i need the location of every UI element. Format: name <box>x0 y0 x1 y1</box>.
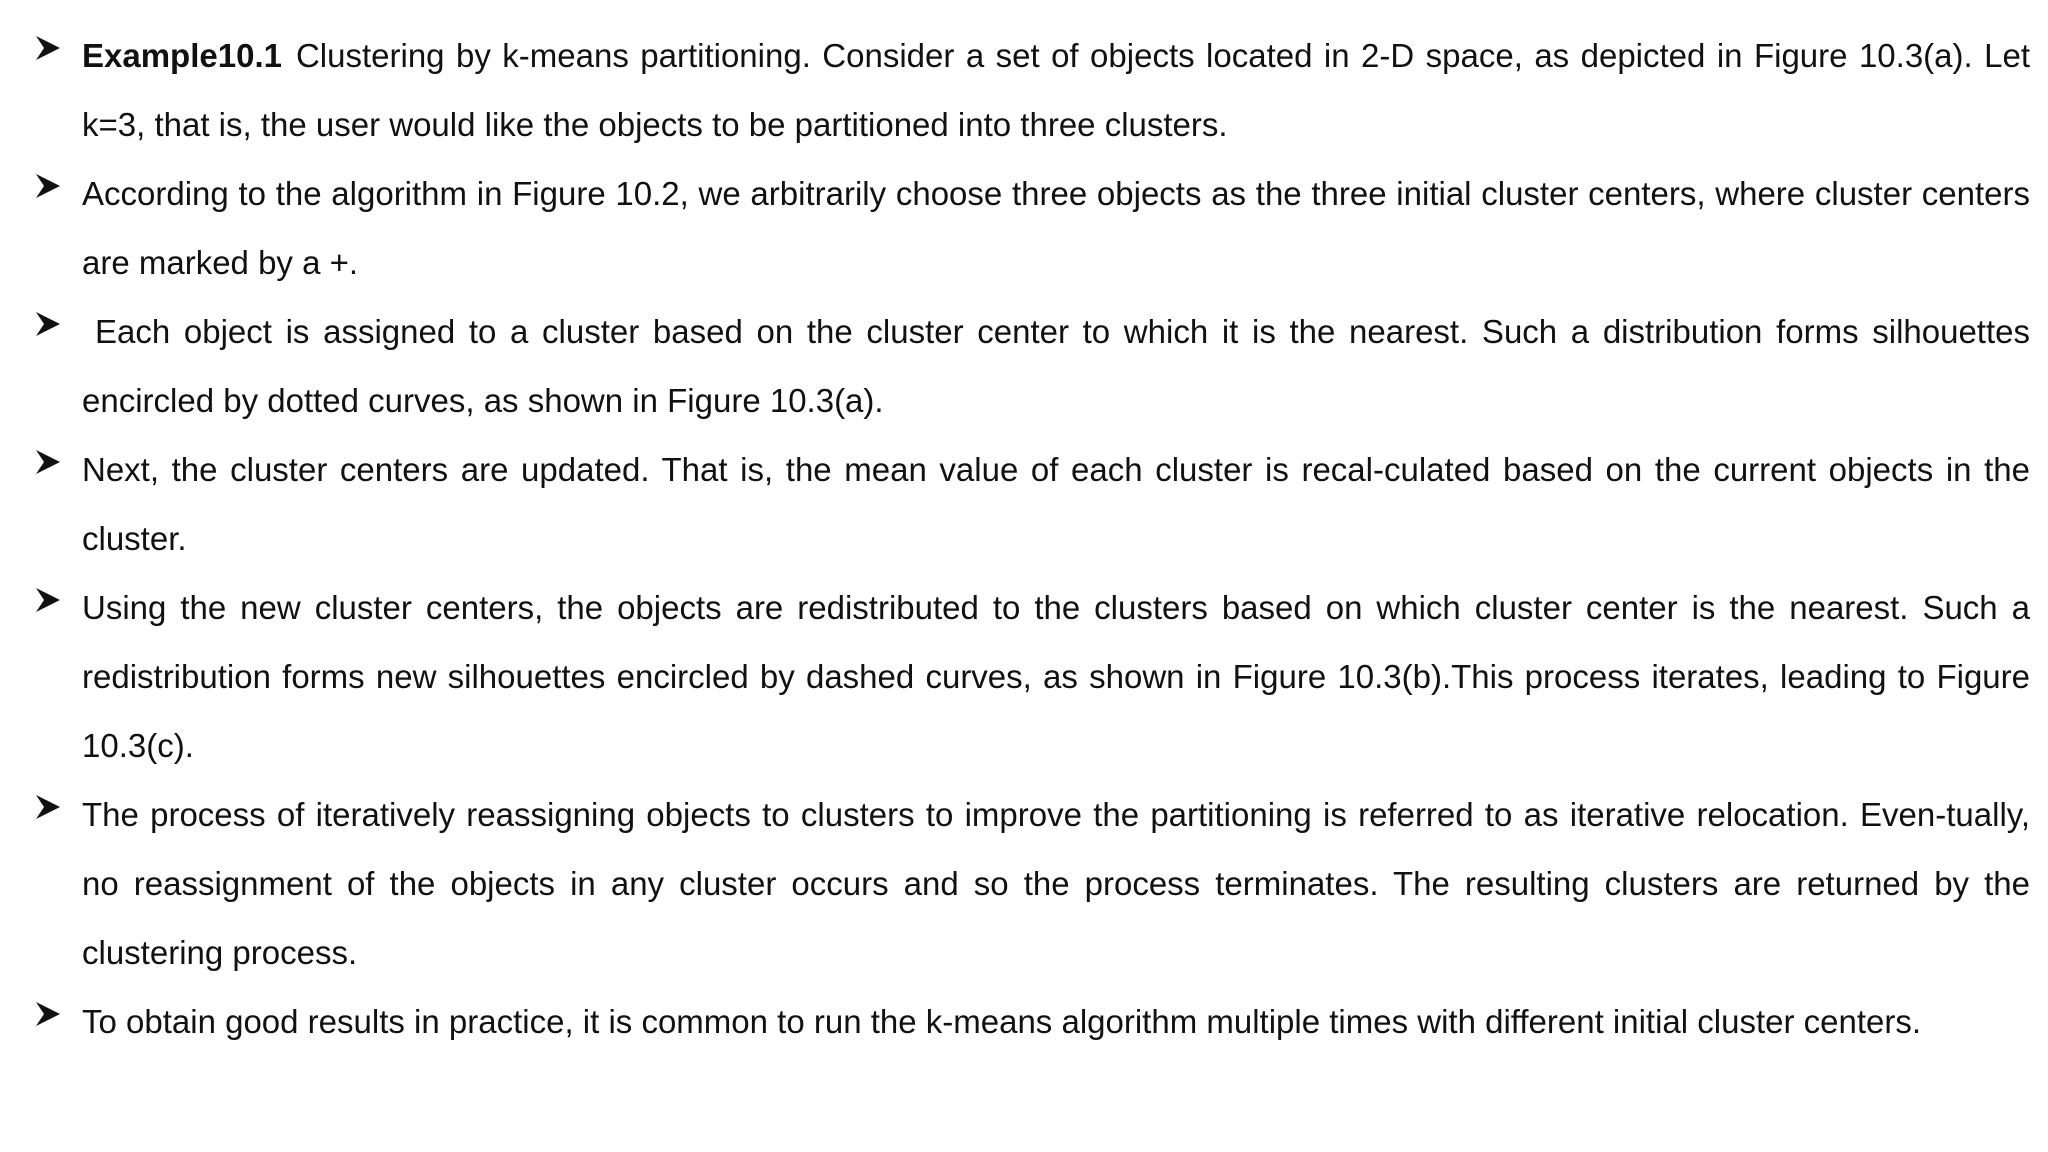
arrowhead-bullet-icon <box>35 794 61 820</box>
bullet-text: Using the new cluster centers, the objects are redistributed to the clusters based on which cluster center is the nearest. Such a redistribution forms new silhouettes encircled by dashed curves, as shown in Figure 10.3(b).This process iterates, leading to Figure 10.3(c). <box>82 589 2030 764</box>
bullet-text: According to the algorithm in Figure 10.2, we arbitrarily choose three objects as the three initial cluster centers, where cluster centers are marked by a +. <box>82 175 2030 281</box>
bullet-item-iterative-relocation <box>35 780 2030 987</box>
bullet-item-initial-centers <box>35 159 2030 297</box>
arrowhead-bullet-icon <box>35 1001 61 1027</box>
example-label: Example10.1 <box>82 37 282 74</box>
bullet-item-assignment <box>35 297 2030 435</box>
bullet-item-multiple-runs <box>35 987 2030 1056</box>
bullet-item-redistribution <box>35 573 2030 780</box>
arrowhead-bullet-icon <box>35 449 61 475</box>
arrowhead-bullet-icon <box>35 35 61 61</box>
arrowhead-bullet-icon <box>35 587 61 613</box>
bullet-item-example <box>35 21 2030 159</box>
bullet-list <box>35 21 2030 1056</box>
arrowhead-bullet-icon <box>35 311 61 337</box>
bullet-text: Next, the cluster centers are updated. That is, the mean value of each cluster is recal-culated based on the current objects in the cluster. <box>82 451 2030 557</box>
bullet-item-update-centers <box>35 435 2030 573</box>
arrowhead-bullet-icon <box>35 173 61 199</box>
bullet-text: Clustering by k-means partitioning. Consider a set of objects located in 2-D space, as depicted in Figure 10.3(a). Let k=3, that is, the user would like the objects to be partitioned into three clusters. <box>82 37 2030 143</box>
bullet-text: To obtain good results in practice, it is common to run the k-means algorithm multiple times with different initial cluster centers. <box>82 1003 1922 1040</box>
bullet-text: Each object is assigned to a cluster based on the cluster center to which it is the nearest. Such a distribution forms silhouettes encircled by dotted curves, as shown in Figure 10.3(a). <box>82 313 2030 419</box>
bullet-text: The process of iteratively reassigning objects to clusters to improve the partitioning is referred to as iterative relocation. Even-tually, no reassignment of the objects in any cluster occurs and so the process terminates. The resulting clusters are returned by the clustering process. <box>82 796 2030 971</box>
